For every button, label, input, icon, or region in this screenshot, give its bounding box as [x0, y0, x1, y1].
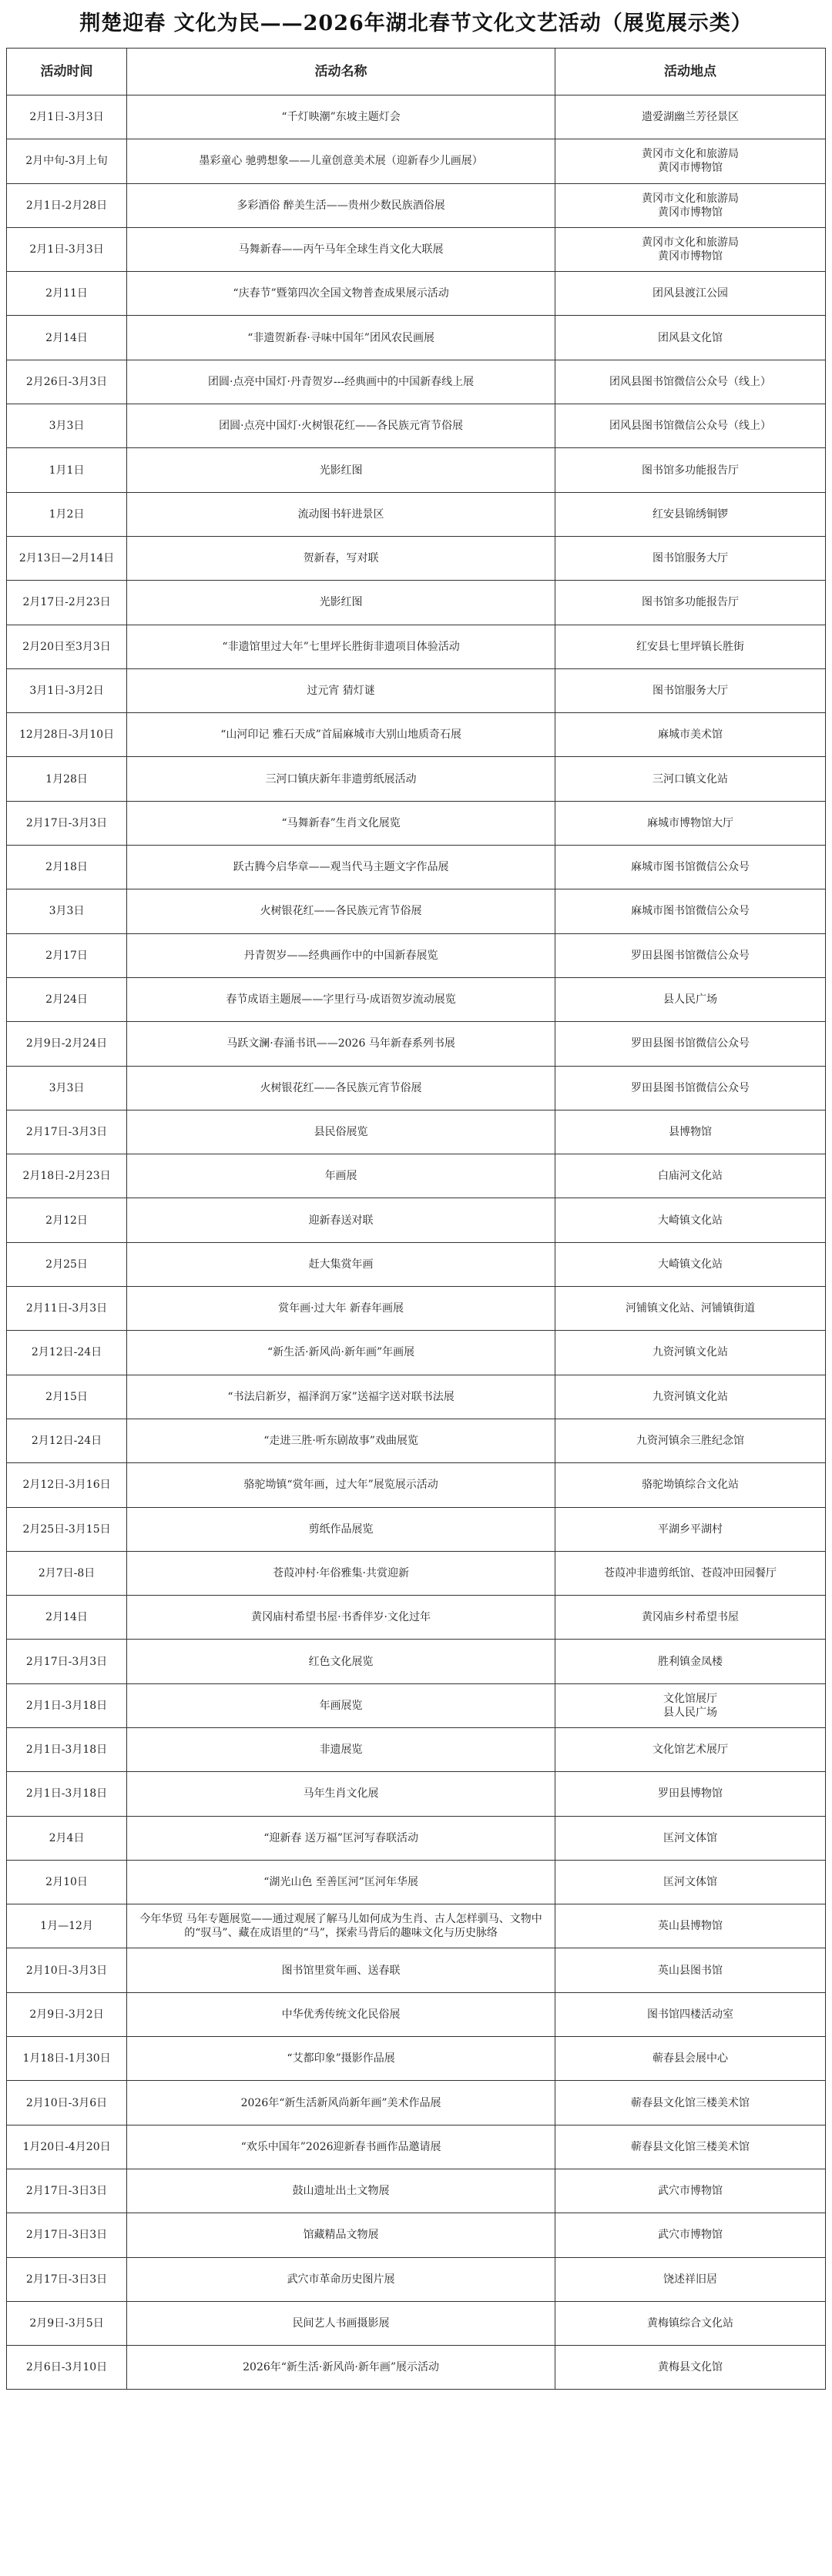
cell-place	[555, 2125, 826, 2169]
table-row	[7, 536, 826, 580]
table-row	[7, 1904, 826, 1948]
table-row	[7, 1287, 826, 1331]
cell-time: 3月3日	[7, 889, 127, 933]
cell-name: “庆春节”暨第四次全国文物普查成果展示活动	[127, 272, 555, 316]
place-line: 麻城市美术馆	[658, 729, 723, 742]
table-row	[7, 1683, 826, 1727]
cell-name: 三河口镇庆新年非遗剪纸展活动	[127, 757, 555, 801]
cell-time: 2月18日	[7, 846, 127, 889]
table-row	[7, 625, 826, 668]
cell-name: 红色文化展览	[127, 1640, 555, 1683]
cell-name: “迎新春 送万福”匡河写春联活动	[127, 1816, 555, 1860]
cell-time: 2月12日	[7, 1198, 127, 1242]
cell-name: 黄冈庙村希望书屋·书香伴岁·文化过年	[127, 1596, 555, 1640]
place-line: 团风县文化馆	[658, 331, 723, 344]
cell-time: 2月18日-2月23日	[7, 1154, 127, 1198]
place-line: 匡河文体馆	[663, 1831, 718, 1844]
cell-name: 马年生肖文化展	[127, 1772, 555, 1816]
cell-place	[555, 2346, 826, 2390]
cell-name: 年画展	[127, 1154, 555, 1198]
place-line: 黄冈市文化和旅游局	[642, 236, 740, 250]
place-line: 文化馆艺术展厅	[653, 1744, 729, 1757]
cell-place	[555, 1596, 826, 1640]
place-line: 黄冈庙乡村希望书屋	[642, 1611, 740, 1624]
cell-name: 县民俗展览	[127, 1110, 555, 1154]
table-row	[7, 2213, 826, 2257]
table-row	[7, 2169, 826, 2213]
cell-time: 2月6日-3月10日	[7, 2346, 127, 2390]
cell-place	[555, 360, 826, 404]
cell-name: 今年华贸 马年专题展览——通过观展了解马儿如何成为生肖、古人怎样驯马、文物中的“驭马”、藏在成语里的“马”，探索马背后的趣味文化与历史脉络	[127, 1904, 555, 1948]
place-line: 罗田县博物馆	[658, 1787, 723, 1801]
cell-place	[555, 1198, 826, 1242]
cell-name: 跃古腾今启华章——观当代马主题文字作品展	[127, 846, 555, 889]
cell-name: “非遗馆里过大年”七里坪长胜街非遗项目体验活动	[127, 625, 555, 668]
place-line: 蕲春县会展中心	[653, 2052, 729, 2065]
cell-time: 2月25日	[7, 1242, 127, 1286]
table-row	[7, 1110, 826, 1154]
table-row	[7, 2301, 826, 2345]
table-row	[7, 492, 826, 536]
cell-name: 苍葭冲村·年俗雅集·共赏迎新	[127, 1551, 555, 1595]
cell-time: 1月20日-4月20日	[7, 2125, 127, 2169]
table-row	[7, 1331, 826, 1375]
place-line: 大崎镇文化站	[658, 1214, 723, 1227]
table-row	[7, 139, 826, 183]
place-line: 匡河文体馆	[663, 1876, 718, 1889]
table-row	[7, 977, 826, 1021]
place-line: 平湖乡平湖村	[658, 1522, 723, 1536]
place-line: 黄冈市文化和旅游局	[642, 192, 740, 205]
cell-place	[555, 316, 826, 360]
cell-name: 马跃文澜·春涌书讯——2026 马年新春系列书展	[127, 1022, 555, 1066]
table-row	[7, 1507, 826, 1551]
header-place: 活动地点	[555, 49, 826, 95]
cell-time: 2月1日-3月3日	[7, 95, 127, 139]
cell-time: 2月1日-3月18日	[7, 1727, 127, 1771]
cell-place	[555, 536, 826, 580]
cell-place	[555, 1154, 826, 1198]
cell-time: 2月24日	[7, 977, 127, 1021]
cell-name: 赶大集赏年画	[127, 1242, 555, 1286]
cell-time: 2月14日	[7, 1596, 127, 1640]
cell-time: 2月17日-3月3日	[7, 1110, 127, 1154]
cell-time: 2月17日-2月23日	[7, 581, 127, 625]
cell-name: 墨彩童心 驰骋想象——儿童创意美术展（迎新春少儿画展）	[127, 139, 555, 183]
cell-name: 马舞新春——丙午马年全球生肖文化大联展	[127, 227, 555, 271]
cell-time: 2月1日-3月18日	[7, 1683, 127, 1727]
header-name: 活动名称	[127, 49, 555, 95]
cell-time: 2月1日-3月18日	[7, 1772, 127, 1816]
table-row	[7, 1551, 826, 1595]
cell-time: 2月20日至3月3日	[7, 625, 127, 668]
cell-time: 2月11日-3月3日	[7, 1287, 127, 1331]
table-row	[7, 272, 826, 316]
cell-name: 鼓山遗址出土文物展	[127, 2169, 555, 2213]
page-title: 荆楚迎春 文化为民——2026年湖北春节文化文艺活动（展览展示类）	[79, 12, 753, 35]
cell-name: 团圆·点亮中国灯·火树银花红——各民族元宵节俗展	[127, 404, 555, 448]
table-row	[7, 1860, 826, 1904]
cell-name: 火树银花红——各民族元宵节俗展	[127, 1066, 555, 1110]
table-row	[7, 404, 826, 448]
cell-place	[555, 1287, 826, 1331]
cell-time: 2月17日-3日3日	[7, 2213, 127, 2257]
cell-place	[555, 1331, 826, 1375]
cell-place	[555, 1816, 826, 1860]
cell-name: “山河印记 雅石天成”首届麻城市大别山地质奇石展	[127, 713, 555, 757]
place-line: 黄梅县文化馆	[658, 2361, 723, 2374]
place-line: 图书馆服务大厅	[653, 685, 729, 697]
cell-place	[555, 757, 826, 801]
place-line: 英山县图书馆	[658, 1964, 723, 1977]
place-line: 麻城市图书馆微信公众号	[631, 905, 750, 918]
cell-place	[555, 1022, 826, 1066]
place-line: 九资河镇文化站	[653, 1346, 729, 1359]
table-row	[7, 1419, 826, 1462]
table-row	[7, 889, 826, 933]
cell-name: 2026年“新生活·新风尚·新年画”展示活动	[127, 2346, 555, 2390]
header-time: 活动时间	[7, 49, 127, 95]
cell-time: 2月中旬-3月上旬	[7, 139, 127, 183]
place-line: 饶述祥旧居	[663, 2273, 718, 2286]
cell-place	[555, 448, 826, 492]
table-row	[7, 1992, 826, 2036]
cell-time: 2月11日	[7, 272, 127, 316]
activity-table	[6, 48, 826, 2390]
place-line: 团风县图书馆微信公众号（线上）	[609, 420, 772, 433]
table-row	[7, 2346, 826, 2390]
cell-time: 2月17日-3月3日	[7, 801, 127, 845]
cell-time: 1月28日	[7, 757, 127, 801]
cell-time: 1月18日-1月30日	[7, 2037, 127, 2081]
cell-time: 2月13日—2月14日	[7, 536, 127, 580]
cell-place	[555, 404, 826, 448]
cell-place	[555, 2037, 826, 2081]
cell-time: 2月4日	[7, 1816, 127, 1860]
place-line: 县博物馆	[669, 1125, 713, 1138]
cell-place	[555, 1904, 826, 1948]
cell-place	[555, 668, 826, 712]
table-row	[7, 668, 826, 712]
place-line: 罗田县图书馆微信公众号	[631, 1037, 750, 1050]
cell-place	[555, 1551, 826, 1595]
cell-name: 多彩酒俗 醉美生活——贵州少数民族酒俗展	[127, 183, 555, 227]
table-row	[7, 1816, 826, 1860]
table-row	[7, 713, 826, 757]
cell-time: 2月9日-2月24日	[7, 1022, 127, 1066]
cell-time: 1月2日	[7, 492, 127, 536]
cell-time: 2月10日	[7, 1860, 127, 1904]
cell-place	[555, 139, 826, 183]
cell-place	[555, 1242, 826, 1286]
cell-place	[555, 625, 826, 668]
place-line: 蕲春县文化馆三楼美术馆	[631, 2096, 750, 2109]
table-row	[7, 1375, 826, 1419]
cell-time: 2月26日-3月3日	[7, 360, 127, 404]
place-line: 胜利镇金凤楼	[658, 1655, 723, 1668]
table-row	[7, 360, 826, 404]
cell-place	[555, 713, 826, 757]
table-row	[7, 2125, 826, 2169]
table-row	[7, 2257, 826, 2301]
cell-name: “马舞新春”生肖文化展览	[127, 801, 555, 845]
header-row	[7, 49, 826, 95]
cell-time: 12月28日-3月10日	[7, 713, 127, 757]
cell-place	[555, 1066, 826, 1110]
cell-place	[555, 2301, 826, 2345]
place-line: 九资河镇文化站	[653, 1390, 729, 1403]
cell-time: 2月12日-3月16日	[7, 1463, 127, 1507]
table-body	[7, 95, 826, 2390]
cell-name: 贺新春，写对联	[127, 536, 555, 580]
cell-place	[555, 889, 826, 933]
table-row	[7, 846, 826, 889]
cell-place	[555, 227, 826, 271]
place-line: 红安县七里坪镇长胜街	[636, 640, 745, 653]
place-line: 黄冈市文化和旅游局	[642, 148, 740, 161]
cell-place	[555, 1860, 826, 1904]
cell-name: 骆驼坳镇“赏年画，过大年”展览展示活动	[127, 1463, 555, 1507]
place-line: 团风县渡江公园	[653, 287, 729, 300]
place-line: 遗爱湖幽兰芳径景区	[642, 111, 740, 124]
place-line: 图书馆多功能报告厅	[642, 464, 740, 477]
place-line: 黄冈市博物馆	[658, 206, 723, 219]
cell-place	[555, 1419, 826, 1462]
cell-place	[555, 1375, 826, 1419]
place-line: 图书馆服务大厅	[653, 552, 729, 565]
cell-place	[555, 801, 826, 845]
cell-name: “湖光山色 至善匡河”匡河年华展	[127, 1860, 555, 1904]
table-row	[7, 1727, 826, 1771]
table-row	[7, 1242, 826, 1286]
place-line: 黄冈市博物馆	[658, 250, 723, 263]
table-row	[7, 801, 826, 845]
place-line: 武穴市博物馆	[658, 2185, 723, 2198]
cell-name: 流动图书轩进景区	[127, 492, 555, 536]
place-line: 图书馆多功能报告厅	[642, 596, 740, 609]
cell-time: 2月17日	[7, 933, 127, 977]
cell-name: 过元宵 猜灯谜	[127, 668, 555, 712]
cell-time: 3月1日-3月2日	[7, 668, 127, 712]
cell-time: 2月9日-3月2日	[7, 1992, 127, 2036]
place-line: 蕲春县文化馆三楼美术馆	[631, 2140, 750, 2153]
cell-name: 剪纸作品展览	[127, 1507, 555, 1551]
table-row	[7, 316, 826, 360]
table-row	[7, 2037, 826, 2081]
cell-time: 2月12日-24日	[7, 1331, 127, 1375]
place-line: 罗田县图书馆微信公众号	[631, 1081, 750, 1094]
cell-place	[555, 1463, 826, 1507]
table-row	[7, 1022, 826, 1066]
cell-name: 团圆·点亮中国灯·丹青贺岁---经典画中的中国新春线上展	[127, 360, 555, 404]
place-line: 麻城市图书馆微信公众号	[631, 861, 750, 874]
place-line: 罗田县图书馆微信公众号	[631, 949, 750, 962]
cell-name: “走进三胜·听东剧故事”戏曲展览	[127, 1419, 555, 1462]
table-row	[7, 1154, 826, 1198]
cell-name: “非遗贺新春·寻味中国年”团风农民画展	[127, 316, 555, 360]
cell-name: 光影红图	[127, 448, 555, 492]
cell-name: 年画展览	[127, 1683, 555, 1727]
cell-place	[555, 1772, 826, 1816]
cell-place	[555, 581, 826, 625]
place-line: 英山县博物馆	[658, 1920, 723, 1933]
table-row	[7, 933, 826, 977]
cell-name: 赏年画·过大年 新春年画展	[127, 1287, 555, 1331]
cell-name: 丹青贺岁——经典画作中的中国新春展览	[127, 933, 555, 977]
cell-time: 2月17日-3月3日	[7, 1640, 127, 1683]
cell-time: 1月—12月	[7, 1904, 127, 1948]
cell-place	[555, 272, 826, 316]
place-line: 红安县锦绣铜锣	[653, 507, 729, 521]
cell-name: 光影红图	[127, 581, 555, 625]
table-row	[7, 227, 826, 271]
cell-time: 1月1日	[7, 448, 127, 492]
cell-name: 武穴市革命历史图片展	[127, 2257, 555, 2301]
table-row	[7, 1640, 826, 1683]
cell-name: 中华优秀传统文化民俗展	[127, 1992, 555, 2036]
table-row	[7, 1772, 826, 1816]
place-line: 图书馆四楼活动室	[647, 2008, 734, 2021]
cell-time: 2月14日	[7, 316, 127, 360]
cell-time: 2月9日-3月5日	[7, 2301, 127, 2345]
cell-place	[555, 977, 826, 1021]
table-row	[7, 1066, 826, 1110]
table-row	[7, 1596, 826, 1640]
place-line: 白庙河文化站	[658, 1170, 723, 1183]
place-line: 苍葭冲非遗剪纸馆、苍葭冲田园餐厅	[604, 1566, 777, 1579]
cell-time: 2月1日-2月28日	[7, 183, 127, 227]
cell-name: 馆藏精品文物展	[127, 2213, 555, 2257]
cell-name: 迎新春送对联	[127, 1198, 555, 1242]
cell-place	[555, 492, 826, 536]
cell-time: 2月17日-3日3日	[7, 2257, 127, 2301]
cell-place	[555, 1948, 826, 1992]
cell-place	[555, 2257, 826, 2301]
table-row	[7, 183, 826, 227]
cell-place	[555, 183, 826, 227]
cell-time: 2月17日-3日3日	[7, 2169, 127, 2213]
cell-place	[555, 1110, 826, 1154]
place-line: 文化馆展厅	[663, 1692, 718, 1705]
cell-place	[555, 95, 826, 139]
place-line: 黄冈市博物馆	[658, 162, 723, 175]
cell-place	[555, 1640, 826, 1683]
cell-name: “欢乐中国年”2026迎新春书画作品邀请展	[127, 2125, 555, 2169]
table-row	[7, 2081, 826, 2125]
cell-place	[555, 846, 826, 889]
cell-place	[555, 1992, 826, 2036]
place-line: 武穴市博物馆	[658, 2229, 723, 2242]
cell-place	[555, 933, 826, 977]
cell-name: 2026年“新生活新风尚新年画”美术作品展	[127, 2081, 555, 2125]
cell-name: 非遗展览	[127, 1727, 555, 1771]
cell-name: 春节成语主题展——字里行马·成语贺岁流动展览	[127, 977, 555, 1021]
table-row	[7, 95, 826, 139]
cell-place	[555, 2081, 826, 2125]
table-row	[7, 757, 826, 801]
place-line: 县人民广场	[663, 993, 718, 1007]
cell-name: 图书馆里赏年画、送春联	[127, 1948, 555, 1992]
cell-place	[555, 2213, 826, 2257]
place-line: 团风县图书馆微信公众号（线上）	[609, 375, 772, 388]
cell-name: “书法启新岁，福泽润万家”送福字送对联书法展	[127, 1375, 555, 1419]
place-line: 九资河镇余三胜纪念馆	[636, 1435, 745, 1448]
table-row	[7, 581, 826, 625]
cell-name: “千灯映潮”东坡主题灯会	[127, 95, 555, 139]
cell-time: 2月7日-8日	[7, 1551, 127, 1595]
cell-place	[555, 2169, 826, 2213]
place-line: 骆驼坳镇综合文化站	[642, 1479, 740, 1492]
cell-time: 2月12日-24日	[7, 1419, 127, 1462]
table-row	[7, 1463, 826, 1507]
cell-time: 2月25日-3月15日	[7, 1507, 127, 1551]
cell-time: 2月10日-3月3日	[7, 1948, 127, 1992]
place-line: 麻城市博物馆大厅	[647, 816, 734, 829]
cell-name: “新生活·新风尚·新年画”年画展	[127, 1331, 555, 1375]
place-line: 三河口镇文化站	[653, 772, 729, 786]
place-line: 河铺镇文化站、河铺镇街道	[626, 1302, 756, 1315]
place-line: 大崎镇文化站	[658, 1258, 723, 1271]
cell-name: 火树银花红——各民族元宵节俗展	[127, 889, 555, 933]
cell-place	[555, 1727, 826, 1771]
cell-time: 3月3日	[7, 404, 127, 448]
table-row	[7, 1198, 826, 1242]
cell-name: “艾都印象”摄影作品展	[127, 2037, 555, 2081]
table-row	[7, 448, 826, 492]
cell-time: 2月1日-3月3日	[7, 227, 127, 271]
cell-name: 民间艺人书画摄影展	[127, 2301, 555, 2345]
cell-time: 2月10日-3月6日	[7, 2081, 127, 2125]
cell-time: 3月3日	[7, 1066, 127, 1110]
cell-time: 2月15日	[7, 1375, 127, 1419]
cell-place	[555, 1507, 826, 1551]
cell-place	[555, 1683, 826, 1727]
table-row	[7, 1948, 826, 1992]
place-line: 黄梅镇综合文化站	[647, 2316, 734, 2330]
place-line: 县人民广场	[663, 1706, 718, 1719]
